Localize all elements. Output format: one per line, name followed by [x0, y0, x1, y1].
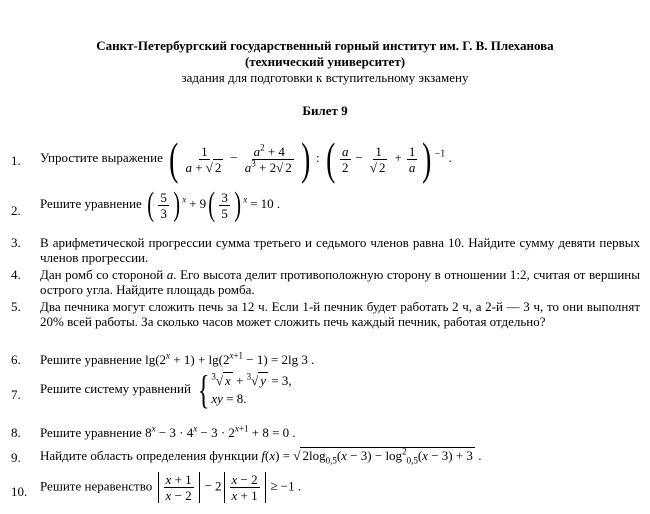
- system-brace: {: [198, 367, 210, 412]
- problem-6: Решите уравнение $\lg(2^x + 1) + \lg(2^{x+1} - 1) = 2\lg$ 3 .: [40, 350, 315, 367]
- problem-7-number: 7.: [11, 387, 21, 402]
- problem-3-text: В арифметической прогрессии сумма третьего и седьмого членов равна 10. Найдите сумму девяти первых членов прогрессии.: [40, 235, 640, 265]
- problem-4-variable: a: [166, 267, 174, 282]
- formula-paren: (: [169, 133, 179, 184]
- formula-fraction: $\frac{x + 1}{x - 2}$: [165, 472, 192, 503]
- problem-5-text: Два печника могут сложить печь за 12 ч. Если 1-й печник будет работать 2 ч, а 2-й — 3 ч, то они выполнят 20% всей работы. За сколько часов может сложить печь каждый печник, работая отдельно?: [40, 299, 640, 329]
- institute-name: Санкт-Петербургский государственный горный институт им. Г. В. Плеханова: [96, 38, 554, 53]
- formula-fraction: $\frac{5}{3}$: [160, 189, 167, 221]
- equation-system: $^3$√ x + $^3$√ y = 3, xy = 8.: [211, 371, 292, 406]
- problem-3-number: 3.: [11, 235, 21, 250]
- ticket-title: Билет 9: [302, 103, 348, 118]
- problem-7-text: Решите систему уравнений: [40, 380, 191, 396]
- formula-fraction: $\frac{3}{5}$: [221, 189, 228, 221]
- formula-fraction: $\frac{x - 2}{x + 1}$: [231, 472, 258, 503]
- problem-1: Упростите выражение ( $\frac{1}{a + √ 2}$ − $\frac{a^2 + 4}{a^3 + 2√ 2}$ ) : ( $\frac{a}{2}$ − $\frac{1}{√ 2}$ + $\frac{1}{a}$ ) $^{-1}$ .: [40, 133, 452, 184]
- problem-6-number: 6.: [11, 352, 21, 367]
- formula-fraction: $\frac{a^2 + 4}{a^3 + 2√ 2}$: [244, 142, 292, 175]
- formula-paren: (: [325, 133, 335, 184]
- formula-fraction: $\frac{1}{a + √ 2}$: [185, 143, 222, 175]
- formula-paren: (: [147, 186, 155, 223]
- formula-paren: ): [422, 133, 432, 184]
- problem-4-text-end: . Его высота делит противоположную сторону в отношении 1:2, считая от вершины острого угла. Найдите площадь ромба.: [40, 267, 640, 297]
- formula-paren: ): [173, 186, 180, 223]
- problem-2-number: 2.: [11, 203, 21, 218]
- formula-abs: [158, 472, 200, 503]
- formula-paren: ): [234, 186, 241, 223]
- formula-paren: (: [208, 186, 216, 223]
- formula-fraction: $\frac{1}{√ 2}$: [369, 143, 386, 175]
- problem-4-number: 4.: [11, 267, 21, 282]
- problem-7: [40, 367, 292, 412]
- problem-6-text: Решите уравнение: [40, 352, 142, 367]
- problem-9-text: Найдите область определения функции: [40, 448, 259, 463]
- formula-fraction: $\frac{1}{a}$: [408, 143, 416, 175]
- problem-10-text: Решите неравенство: [40, 478, 153, 494]
- problem-10-number: 10.: [11, 484, 28, 499]
- problem-4-text: Дан ромб со стороной: [40, 267, 167, 282]
- problem-8-number: 8.: [11, 425, 21, 440]
- problem-9: Найдите область определения функции f(x) = √ $2\log_{0,5}(x - 3) - \log^2_{0,5}(x - 3) + 3$ .: [40, 446, 482, 466]
- problem-2: Решите уравнение ( $\frac{5}{3}$ ) $^x$ + 9( $\frac{3}{5}$ ) $^x$ = 10 .: [40, 186, 281, 223]
- formula-abs: [224, 472, 266, 503]
- problem-1-number: 1.: [11, 153, 21, 168]
- assignment-caption: задания для подготовки к вступительному экзамену: [181, 70, 469, 85]
- problem-2-text: Решите уравнение: [40, 195, 142, 211]
- formula-paren: ): [300, 133, 310, 184]
- problem-8-text: Решите уравнение: [40, 425, 142, 440]
- formula-fraction: $\frac{a}{2}$: [342, 143, 349, 175]
- problem-9-number: 9.: [11, 450, 21, 465]
- problem-5-number: 5.: [11, 299, 21, 314]
- problem-8: Решите уравнение $8^x - 3 \cdot 4^x - 3 \cdot 2^{x+1} + 8 = 0$ .: [40, 423, 296, 440]
- problem-4: [40, 267, 640, 297]
- problem-10: Решите неравенство $\frac{x + 1}{x - 2}$ − 2 $\frac{x - 2}{x + 1}$ ≥ −1 .: [40, 472, 302, 503]
- university-subtitle: (технический университет): [244, 54, 406, 69]
- problem-1-text: Упростите выражение: [40, 149, 163, 165]
